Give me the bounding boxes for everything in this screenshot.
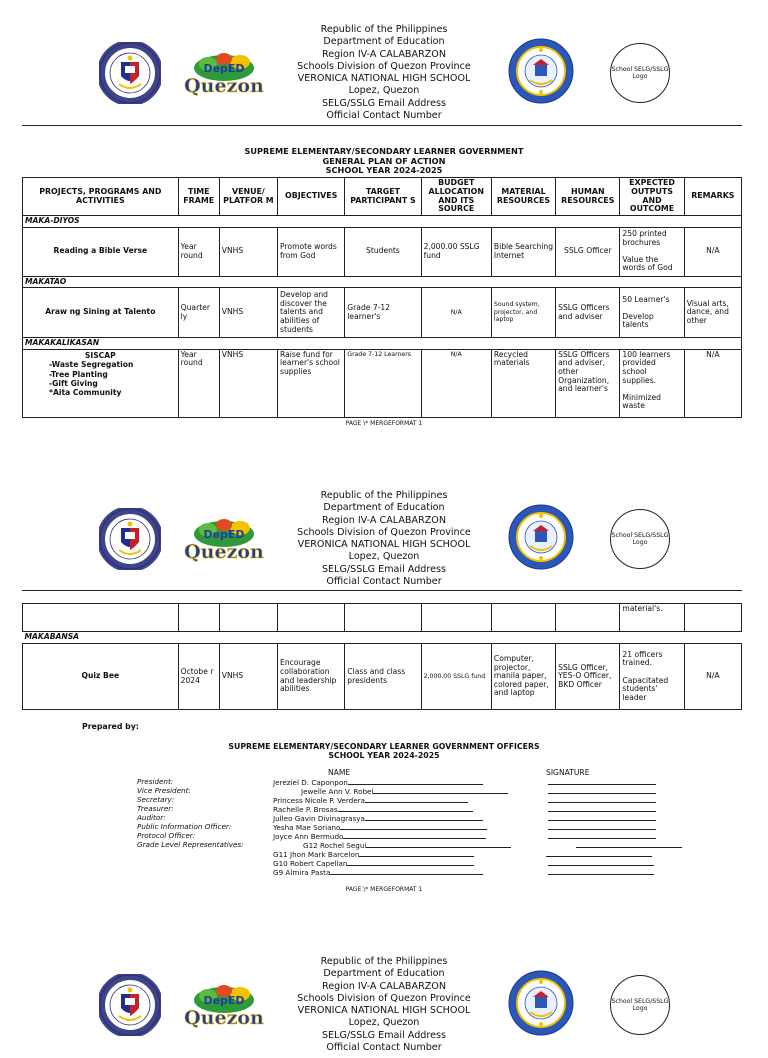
outputs-cell: 50 Learner's Develop talents (620, 288, 684, 338)
project-cell (23, 349, 179, 417)
venue-cell (219, 604, 277, 632)
header-line: Lopez, Quezon (348, 551, 420, 563)
project-cell: Araw ng Sining at Talento (23, 288, 179, 338)
participants-cell: Grade 7-12 Learners (345, 349, 421, 417)
header-line: Official Contact Number (326, 576, 442, 588)
name-underline (373, 786, 508, 794)
table-row (23, 288, 742, 338)
header-line: Schools Division of Quezon Province (297, 60, 471, 72)
name-underline (330, 867, 483, 875)
school-logo-text: School SELG/SSLG Logo (611, 997, 669, 1012)
time-cell: Quarter ly (178, 288, 219, 338)
human-cell: SSLG Officer (556, 227, 620, 276)
officer-row (0, 849, 768, 858)
officer-role: Treasurer: (137, 804, 174, 813)
header-line: VERONICA NATIONAL HIGH SCHOOL (297, 539, 471, 551)
officer-row (0, 867, 768, 876)
remarks-cell (684, 604, 741, 632)
remarks-cell: N/A (684, 349, 741, 417)
officer-role: Auditor: (137, 813, 166, 822)
vnhs-seal-logo (508, 38, 574, 104)
header-line: Region IV-A CALABARZON (321, 514, 447, 526)
officer-name-text: G10 Robert Capellan (273, 859, 348, 868)
project-line: -Gift Giving (49, 379, 98, 388)
column-header: OBJECTIVES (278, 178, 345, 216)
outputs-cell: 21 officers trained. Capacitated students' leader (620, 644, 684, 710)
deped-seal-logo (99, 508, 161, 570)
letterhead-2 (0, 466, 768, 592)
column-header: VENUE/ PLATFOR M (219, 178, 277, 216)
officer-name-text: Yesha Mae Soriano (273, 823, 341, 832)
officers-title-line: SUPREME ELEMENTARY/SECONDARY LEARNER GOVERNMENT OFFICERS (228, 742, 540, 751)
time-cell: Year round (178, 349, 219, 417)
officer-role: Protocol Officer: (137, 831, 196, 840)
signature-line (548, 804, 656, 812)
budget-cell (421, 604, 491, 632)
participants-cell: Class and class presidents (345, 644, 421, 710)
officer-role: Grade Level Representatives: (137, 840, 244, 849)
time-cell: Year round (178, 227, 219, 276)
venue-cell: VNHS (219, 349, 277, 417)
officers-title-line: SCHOOL YEAR 2024-2025 (328, 751, 440, 760)
officer-role: President: (137, 777, 174, 786)
header-line: Republic of the Philippines (320, 956, 448, 967)
category-label: MAKATAO (23, 276, 742, 288)
signature-line (548, 822, 656, 830)
signature-line (548, 867, 654, 875)
category-row (23, 276, 742, 288)
officer-role: Secretary: (137, 795, 175, 804)
plan-title-line: SCHOOL YEAR 2024-2025 (325, 165, 443, 175)
plan-table (22, 177, 742, 418)
human-cell: SSLG Officers and adviser, other Organization, and learner's (556, 349, 620, 417)
name-underline (348, 777, 483, 785)
column-header: EXPECTED OUTPUTS AND OUTCOME (620, 178, 684, 216)
header-line: SELG/SSLG Email Address (321, 1029, 447, 1041)
name-underline (359, 849, 474, 857)
officer-row (0, 858, 768, 867)
signature-line (548, 786, 656, 794)
officer-row (0, 804, 768, 813)
letterhead-1 (0, 0, 768, 126)
officer-role: Vice President: (137, 786, 191, 795)
header-line: Lopez, Quezon (348, 85, 420, 97)
officer-row (0, 813, 768, 822)
category-label: MAKABANSA (23, 632, 742, 644)
officer-name-text: G9 Almira Pasta (273, 868, 331, 877)
project-cell: Quiz Bee (23, 644, 179, 710)
signature-line (548, 813, 656, 821)
prepared-by-label: Prepared by: (82, 722, 139, 731)
budget-cell: 2,000.00 SSLG fund (421, 644, 491, 710)
table-row (23, 604, 742, 632)
officer-row (0, 777, 768, 786)
column-header: BUDGET ALLOCATION AND ITS SOURCE (421, 178, 491, 216)
objectives-cell: Raise fund for learner's school supplies (278, 349, 345, 417)
project-line: -Tree Planting (49, 369, 108, 379)
column-header: PROJECTS, PROGRAMS AND ACTIVITIES (23, 178, 179, 216)
category-row (23, 216, 742, 228)
venue-cell: VNHS (219, 288, 277, 338)
page-footer: PAGE \* MERGEFORMAT 1 (345, 886, 423, 893)
column-header: MATERIAL RESOURCES (491, 178, 555, 216)
participants-cell (345, 604, 421, 632)
header-line: Lopez, Quezon (348, 1017, 420, 1029)
vnhs-seal-logo (508, 970, 574, 1036)
header-line: VERONICA NATIONAL HIGH SCHOOL (297, 73, 471, 85)
category-label: MAKA-DIYOS (23, 216, 742, 228)
header-line: VERONICA NATIONAL HIGH SCHOOL (297, 1005, 471, 1017)
human-cell (556, 604, 620, 632)
officer-row (0, 840, 768, 849)
project-line: -Waste Segregation (49, 360, 134, 370)
objectives-cell: Develop and discover the talents and abilities of students (278, 288, 345, 338)
outputs-cell: material's. (620, 604, 684, 632)
time-cell: Octobe r 2024 (178, 644, 219, 710)
objectives-cell: Encourage collaboration and leadership abilities (278, 644, 345, 710)
officer-name-text: Rachelle P. Brosas (273, 805, 338, 814)
remarks-cell: N/A (684, 227, 741, 276)
header-line: Department of Education (323, 36, 445, 48)
school-logo-placeholder (610, 43, 670, 103)
outputs-cell: 250 printed brochures Value the words of God (620, 227, 684, 276)
letterhead-3 (0, 932, 768, 1058)
column-header: REMARKS (684, 178, 741, 216)
remarks-cell: N/A (684, 644, 741, 710)
name-underline (365, 813, 483, 821)
header-line: Republic of the Philippines (320, 24, 448, 35)
deped-seal-logo (99, 974, 161, 1036)
signature-line (548, 777, 656, 785)
venue-cell: VNHS (219, 644, 277, 710)
signature-column-header: SIGNATURE (546, 768, 590, 777)
name-underline (365, 795, 468, 803)
signature-line (548, 858, 654, 866)
table-row (23, 349, 742, 417)
officer-row (0, 831, 768, 840)
column-header: TARGET PARTICIPANT S (345, 178, 421, 216)
officer-row (0, 786, 768, 795)
officer-name-text: Joyce Ann Bermudo (273, 832, 344, 841)
officer-name-text: Princess Nicole P. Verdera (273, 796, 366, 805)
signature-line (576, 840, 682, 848)
letterhead-text (234, 490, 534, 588)
name-underline (347, 858, 474, 866)
remarks-cell: Visual arts, dance, and other (684, 288, 741, 338)
officer-name-text: Jewelle Ann V. Robel (301, 787, 374, 796)
plan-title (0, 147, 768, 176)
material-cell (491, 604, 555, 632)
venue-cell: VNHS (219, 227, 277, 276)
signature-line (546, 849, 652, 857)
budget-cell: 2,000.00 SSLG fund (421, 227, 491, 276)
officer-name-text: G12 Rochel Segui (303, 841, 367, 850)
project-line: SISCAP (84, 350, 116, 360)
plan-table-continued (22, 603, 742, 710)
name-underline (338, 804, 473, 812)
header-line: Department of Education (323, 968, 445, 980)
category-label: MAKAKALIKASAN (23, 338, 742, 350)
human-cell: SSLG Officers and adviser (556, 288, 620, 338)
material-cell: Recycled materials (491, 349, 555, 417)
officer-row (0, 822, 768, 831)
budget-cell: N/A (421, 288, 491, 338)
column-header: HUMAN RESOURCES (556, 178, 620, 216)
header-line: Official Contact Number (326, 1042, 442, 1054)
category-row (23, 338, 742, 350)
officer-name-text: Jereziel D. Caponpon (273, 778, 348, 787)
material-cell: Bible Searching Internet (491, 227, 555, 276)
project-cell: Reading a Bible Verse (23, 227, 179, 276)
signature-line (548, 795, 656, 803)
header-line: Republic of the Philippines (320, 490, 448, 501)
category-row (23, 632, 742, 644)
time-cell (178, 604, 219, 632)
deped-seal-logo (99, 42, 161, 104)
header-divider (22, 125, 742, 126)
name-underline (340, 822, 487, 830)
name-underline (366, 840, 511, 848)
page-footer: PAGE \* MERGEFORMAT 1 (345, 420, 423, 427)
header-line: Schools Division of Quezon Province (297, 992, 471, 1004)
signature-line (548, 831, 656, 839)
letterhead-text (234, 24, 534, 122)
school-logo-text: School SELG/SSLG Logo (611, 65, 669, 80)
project-line: *Aita Community (49, 388, 122, 398)
table-row (23, 644, 742, 710)
human-cell: SSLG Officer, YES-O Officer, BKD Officer (556, 644, 620, 710)
name-underline (343, 831, 486, 839)
outputs-cell: 100 learners provided school supplies. Minimized waste (620, 349, 684, 417)
vnhs-seal-logo (508, 504, 574, 570)
school-logo-text: School SELG/SSLG Logo (611, 531, 669, 546)
officer-name-text: G11 Jhon Mark Barcelon (273, 850, 360, 859)
plan-title-line: SUPREME ELEMENTARY/SECONDARY LEARNER GOVERNMENT (244, 146, 524, 156)
header-line: SELG/SSLG Email Address (321, 563, 447, 575)
objectives-cell (278, 604, 345, 632)
column-header: TIME FRAME (178, 178, 219, 216)
table-row (23, 227, 742, 276)
header-line: Schools Division of Quezon Province (297, 526, 471, 538)
objectives-cell: Promote words from God (278, 227, 345, 276)
school-logo-placeholder (610, 975, 670, 1035)
participants-cell: Students (345, 227, 421, 276)
plan-title-line: GENERAL PLAN OF ACTION (322, 155, 446, 166)
project-cell (23, 604, 179, 632)
material-cell: Computer, projector, manila paper, colored paper, and laptop (491, 644, 555, 710)
officer-name (273, 867, 483, 877)
header-line: Region IV-A CALABARZON (321, 48, 447, 60)
officer-name-text: Julleo Gavin Divinagrasya (273, 814, 365, 823)
header-line: SELG/SSLG Email Address (321, 97, 447, 109)
letterhead-text (234, 956, 534, 1054)
material-cell: Sound system, projector, and laptop (491, 288, 555, 338)
officer-row (0, 795, 768, 804)
header-line: Official Contact Number (326, 110, 442, 122)
school-logo-placeholder (610, 509, 670, 569)
participants-cell: Grade 7-12 learner's (345, 288, 421, 338)
officer-role: Public Information Officer: (137, 822, 232, 831)
table-header-row (23, 178, 742, 216)
header-divider (22, 590, 742, 591)
name-column-header: NAME (328, 768, 351, 777)
officers-title (0, 742, 768, 760)
budget-cell: N/A (421, 349, 491, 417)
header-line: Department of Education (323, 502, 445, 514)
header-line: Region IV-A CALABARZON (321, 980, 447, 992)
